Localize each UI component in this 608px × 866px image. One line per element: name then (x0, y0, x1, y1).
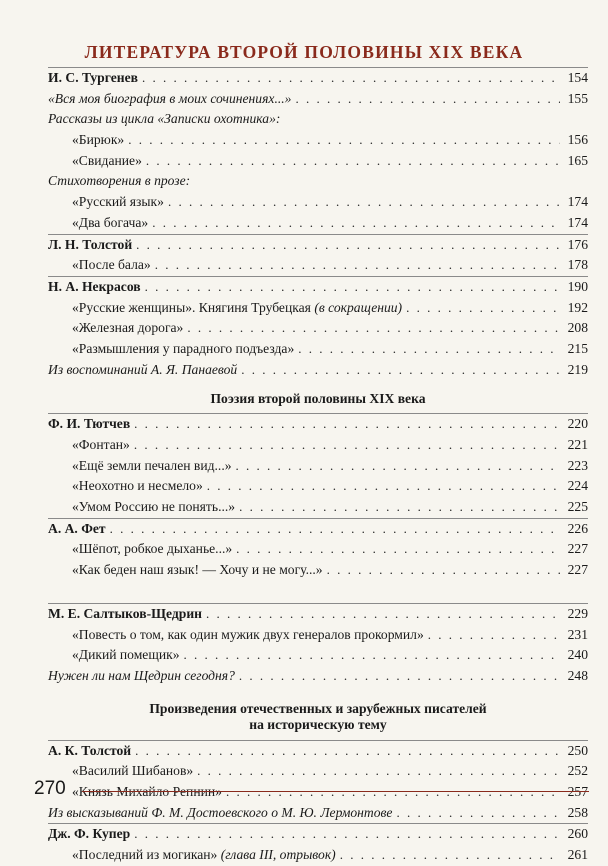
toc-entry-page: 156 (567, 132, 588, 148)
toc-entry-title: «Шёпот, робкое дыханье...» (72, 541, 233, 557)
toc-entry[interactable] (48, 845, 588, 866)
page-footer (34, 778, 589, 808)
toc-entry-title: «Князь Михайло Репнин» (72, 783, 222, 799)
toc-entry-title: «Как беден наш язык! — Хочу и не могу...» (72, 562, 323, 578)
toc-entry-title: «Ещё земли печален вид...» (72, 457, 232, 473)
folio-page-number: 270 (34, 778, 66, 799)
dot-leader (134, 435, 560, 456)
section-heading-historical (48, 701, 588, 733)
toc-entry[interactable] (48, 130, 588, 151)
toc-entry-page: 227 (567, 541, 588, 557)
toc-entry-page: 226 (567, 520, 588, 536)
toc-entry[interactable] (48, 276, 588, 298)
toc-entry-title: «После бала» (72, 257, 151, 273)
toc-entry[interactable] (48, 625, 588, 646)
toc-entry-page: 220 (567, 416, 588, 432)
toc-entry-title: Из воспоминаний А. Я. Панаевой (48, 361, 238, 377)
toc-entry-page: 221 (567, 437, 588, 452)
toc-entry-title: Ф. И. Тютчев (48, 416, 131, 432)
dot-leader (146, 151, 560, 172)
dot-leader (168, 192, 560, 213)
dot-leader (128, 130, 560, 151)
toc-entry-title: Рассказы из цикла «Записки охотника»: (48, 111, 281, 127)
toc-entry[interactable] (48, 645, 588, 666)
dot-leader (155, 255, 560, 276)
section-heading-poetry: Поэзия второй половины XIX века (210, 391, 426, 407)
toc-group-poetry (48, 413, 588, 581)
toc-entry-title: «Дикий помещик» (72, 647, 180, 663)
dot-leader (241, 360, 560, 381)
dot-leader (145, 277, 560, 298)
toc-entry-title: «Последний из могикан» (глава III, отрывок) (72, 847, 336, 862)
toc-entry[interactable] (48, 318, 588, 339)
toc-entry-page: 252 (567, 763, 588, 779)
toc-entry-title: «Фонтан» (72, 437, 130, 452)
dot-leader (134, 414, 560, 435)
toc-entry-title: М. Е. Салтыков-Щедрин (48, 605, 203, 621)
dot-leader (295, 89, 560, 110)
toc-entry-page: 250 (567, 742, 588, 758)
toc-entry-page: 257 (567, 783, 588, 799)
toc-entry-title: «Повесть о том, как один мужик двух генералов прокормил» (72, 626, 424, 642)
toc-entry-page: 155 (567, 90, 588, 106)
toc-entry-page: 240 (567, 647, 588, 663)
dot-leader (327, 560, 560, 581)
dot-leader (428, 625, 560, 646)
toc-entry[interactable] (48, 67, 588, 89)
toc-entry[interactable] (48, 151, 588, 172)
toc-group-saltykov (48, 603, 588, 687)
toc-entry[interactable] (48, 89, 588, 110)
toc-entry[interactable] (48, 255, 588, 276)
dot-leader (239, 666, 560, 687)
dot-leader (236, 539, 560, 560)
table-of-contents (48, 67, 588, 866)
dot-leader (187, 318, 560, 339)
toc-entry-page: 154 (567, 70, 588, 85)
dot-leader (207, 476, 560, 497)
toc-entry[interactable] (48, 435, 588, 456)
toc-entry-title: «Неохотно и несмело» (72, 478, 203, 494)
toc-entry[interactable] (48, 234, 588, 256)
toc-entry[interactable] (48, 823, 588, 845)
toc-entry[interactable] (48, 213, 588, 234)
dot-leader (135, 741, 560, 762)
toc-entry[interactable] (48, 539, 588, 560)
toc-entry[interactable] (48, 497, 588, 518)
toc-entry-page: 165 (567, 152, 588, 168)
toc-entry-title: «Русский язык» (72, 194, 164, 210)
dot-leader (152, 213, 560, 234)
toc-entry-page: 248 (567, 667, 588, 683)
toc-entry-title: «Два богача» (72, 214, 149, 230)
toc-entry[interactable] (48, 476, 588, 497)
toc-entry-title: Дж. Ф. Купер (48, 826, 131, 842)
parenthetical-note: (в сокращении) (310, 299, 403, 315)
spacer (48, 581, 588, 603)
toc-entry[interactable] (48, 603, 588, 625)
parenthetical-note: (глава III, отрывок) (217, 847, 336, 862)
toc-entry-title: А. А. Фет (48, 520, 106, 536)
dot-leader (184, 645, 561, 666)
toc-entry[interactable] (48, 413, 588, 435)
dot-leader (236, 456, 560, 477)
toc-entry-page: 229 (567, 605, 588, 621)
dot-leader (142, 68, 560, 89)
dot-leader (340, 845, 560, 866)
section-heading-line: Произведения отечественных и зарубежных писателей (149, 700, 487, 716)
toc-entry-title: «Василий Шибанов» (72, 763, 194, 779)
dot-leader (206, 604, 560, 625)
toc-entry-page: 174 (567, 214, 588, 230)
toc-group-turgenev-tolstoy-nekrasov (48, 67, 588, 380)
toc-entry-title: «Бирюк» (72, 132, 125, 148)
toc-entry-page: 224 (567, 478, 588, 494)
toc-entry-title: И. С. Тургенев (48, 70, 138, 85)
toc-entry[interactable] (48, 339, 588, 360)
toc-entry-page: 174 (567, 194, 588, 210)
toc-entry[interactable] (48, 360, 588, 381)
toc-entry-page: 208 (567, 320, 588, 336)
toc-entry[interactable] (48, 109, 588, 130)
toc-entry-page: 258 (567, 804, 588, 820)
section-heading-line: на историческую тему (249, 716, 387, 732)
toc-entry-page: 261 (567, 847, 588, 862)
toc-entry-page: 190 (567, 278, 588, 294)
dot-leader (136, 235, 560, 256)
toc-entry-page: 225 (567, 499, 588, 515)
toc-entry[interactable] (48, 192, 588, 213)
toc-entry-page: 192 (567, 299, 588, 315)
toc-entry-page: 176 (567, 236, 588, 252)
toc-entry-page: 178 (567, 257, 588, 273)
toc-entry-page: 227 (567, 562, 588, 578)
toc-entry[interactable] (48, 666, 588, 687)
toc-entry[interactable] (48, 740, 588, 762)
toc-entry-title: «Свидание» (72, 152, 142, 168)
toc-entry[interactable] (48, 518, 588, 540)
toc-entry-title: «Русские женщины». Княгиня Трубецкая (в сокращении) (72, 299, 403, 315)
toc-entry-page: 231 (567, 626, 588, 642)
dot-leader (110, 519, 560, 540)
toc-entry-page: 215 (567, 340, 588, 356)
page-title: ЛИТЕРАТУРА ВТОРОЙ ПОЛОВИНЫ XIX ВЕКА (84, 42, 524, 62)
dot-leader (298, 339, 560, 360)
toc-entry-title: «Железная дорога» (72, 320, 184, 336)
dot-leader (239, 497, 560, 518)
toc-entry-title: Из высказываний Ф. М. Достоевского о М. Ю. Лермонтове (48, 804, 393, 820)
toc-entry[interactable] (48, 298, 588, 319)
toc-entry[interactable] (48, 560, 588, 581)
toc-entry-title: Л. Н. Толстой (48, 236, 133, 252)
toc-entry-title: Нужен ли нам Щедрин сегодня? (48, 667, 235, 683)
footer-rule (82, 791, 589, 792)
dot-leader (406, 298, 560, 319)
toc-entry-page: 223 (567, 457, 588, 473)
toc-entry[interactable] (48, 171, 588, 192)
toc-entry-page: 260 (567, 826, 588, 842)
toc-entry-page: 219 (567, 361, 588, 377)
toc-entry-title: А. К. Толстой (48, 742, 132, 758)
toc-entry[interactable] (48, 456, 588, 477)
toc-entry-title: «Умом Россию не понять...» (72, 499, 236, 515)
toc-entry-title: «Размышления у парадного подъезда» (72, 340, 295, 356)
toc-entry-title: Стихотворения в прозе: (48, 173, 191, 189)
toc-entry-title: Н. А. Некрасов (48, 278, 141, 294)
toc-entry-title: «Вся моя биография в моих сочинениях...» (48, 90, 292, 106)
